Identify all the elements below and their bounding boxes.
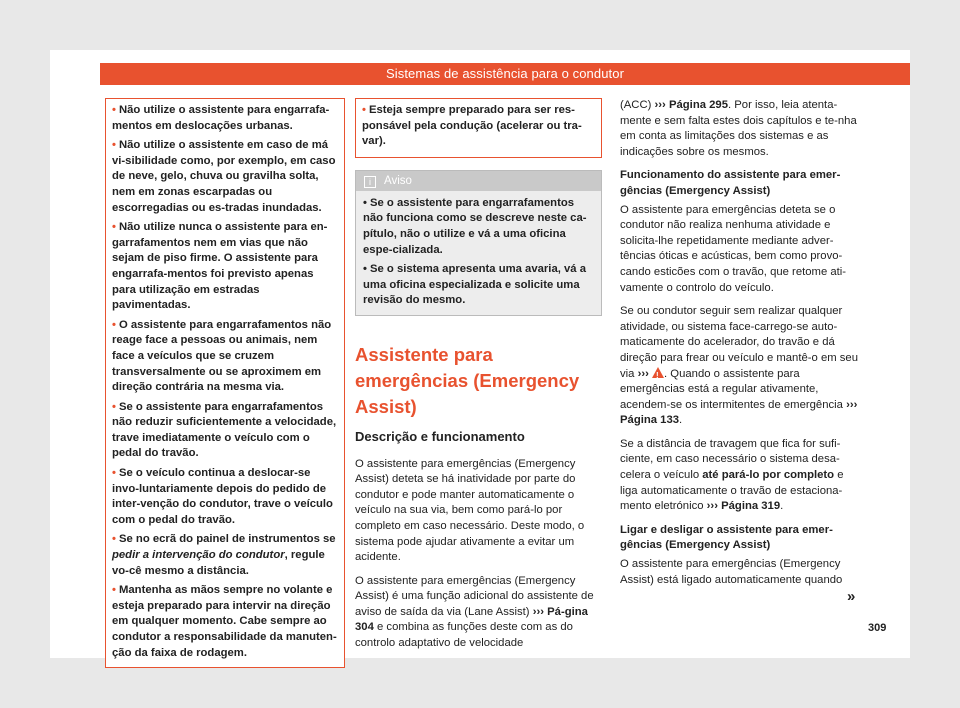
bullet-icon: • bbox=[112, 139, 116, 152]
warning-box bbox=[105, 98, 345, 668]
subsection-title: Ligar e desligar o assistente para emer-gências (Emergency Assist) bbox=[620, 523, 833, 552]
column-left bbox=[105, 98, 345, 668]
paragraph: (ACC) ››› Página 295. Por isso, leia atenta-mente e sem falta estes dois capítulos e te-nha em conta as limitações dos sistemas e as indicações sobre os mesmos. bbox=[620, 99, 857, 158]
page bbox=[50, 50, 910, 658]
bullet-icon: • bbox=[112, 584, 116, 597]
bullet-icon: • bbox=[363, 196, 367, 209]
list-item: • Não utilize nunca o assistente para en-garrafamentos nem em vias que não sejam de piso firme. O assistente para engarrafa-mentos foi previsto apenas para utilização em estradas pavimentadas. bbox=[112, 221, 328, 312]
list-item: • Não utilize o assistente para engarrafa-mentos em deslocações urbanas. bbox=[112, 104, 330, 132]
warning-triangle-icon bbox=[652, 367, 664, 378]
page-reference-link[interactable]: ››› bbox=[637, 367, 649, 380]
warning-box-continued bbox=[355, 98, 602, 158]
list-item: • O assistente para engarrafamentos não reage face a pessoas ou animais, nem face a veículos que se cruzem transversalmente ou se aproximem em direção contrária na mesma via. bbox=[112, 318, 332, 394]
paragraph: O assistente para emergências (Emergency Assist) está ligado automaticamente quando bbox=[620, 558, 843, 586]
section-title: Assistente para emergências (Emergency Assist) bbox=[355, 343, 580, 417]
page-reference-link[interactable]: ››› Pá-gina 304 bbox=[355, 605, 588, 634]
bullet-icon: • bbox=[112, 400, 116, 413]
continue-arrow-icon: » bbox=[847, 588, 856, 605]
page-reference-link[interactable]: ››› Página 133 bbox=[620, 398, 858, 427]
paragraph: O assistente para emergências deteta se o condutor não realiza nenhuma atividade e solicita-lhe repetidamente mediante adver-tências óticas e acústicas, bem como provo-cando esticões com o travão, que retome ati-vamente o controlo do veículo. bbox=[620, 203, 847, 294]
section-header: Sistemas de assistência para o condutor bbox=[100, 63, 910, 85]
list-item: • Mantenha as mãos sempre no volante e esteja preparado para intervir na direção em qualquer momento. Cabe sempre ao condutor a responsabilidade da manuten-ção da faixa de rodagem. bbox=[112, 584, 337, 659]
subsection-title: Descrição e funcionamento bbox=[355, 428, 525, 444]
paragraph: O assistente para emergências (Emergency Assist) é uma função adicional do assistente de aviso de saída da via (Lane Assist) ››› Pá-gina 304 e combina as funções deste com as do controlo adaptativo de velocidade bbox=[355, 574, 594, 650]
list-item: • Se no ecrã do painel de instrumentos se pedir a intervenção do condutor, regule vo-cê mesmo a distância. bbox=[112, 533, 336, 577]
paragraph: O assistente para emergências (Emergency Assist) deteta se há inatividade por parte do condutor e pode manter automaticamente o veículo na sua via, bem como pará-lo por completo em caso necessário. Deste modo, o sistema pode ajudar ativamente a evitar um acidente. bbox=[355, 457, 585, 564]
bullet-icon: • bbox=[112, 221, 116, 234]
bullet-icon: • bbox=[112, 104, 116, 116]
page-reference-link[interactable]: ››› Página 319 bbox=[706, 500, 781, 513]
column-right bbox=[620, 98, 860, 596]
column-middle bbox=[355, 98, 602, 660]
notice-box bbox=[355, 170, 602, 316]
page-number: 309 bbox=[868, 622, 887, 634]
bullet-icon: • bbox=[112, 467, 116, 480]
paragraph: Se ou condutor seguir sem realizar qualquer atividade, ou sistema face-carrego-se auto-maticamente do acelerador, do travão e dá direção para frear ou veículo e mantê-o em seu via ››› ! . Quando o assistente para emergências está a regular ativamente, acendem-se os intermitentes de emergência ››› Página 133. bbox=[620, 304, 860, 429]
notice-body bbox=[356, 191, 601, 315]
list-item: • Se o assistente para engarrafamentos não reduzir suficientemente a velocidade, trave imediatamente o veículo com o pedal do travão. bbox=[112, 400, 337, 460]
list-item: • Se o assistente para engarrafamentos não funciona como se descreve neste ca-pítulo, não o utilize e vá a uma oficina espe-cializada. bbox=[363, 196, 587, 256]
page-reference-link[interactable]: ››› Página 295 bbox=[654, 99, 728, 111]
bullet-icon: • bbox=[112, 318, 116, 331]
bullet-icon: • bbox=[363, 263, 367, 276]
subsection-title: Funcionamento do assistente para emer-gências (Emergency Assist) bbox=[620, 169, 841, 197]
notice-header: i Aviso bbox=[356, 171, 601, 191]
list-item: • Se o veículo continua a deslocar-se invo-luntariamente depois do pedido de inter-venção do condutor, trave o veículo com o pedal do travão. bbox=[112, 467, 333, 526]
list-item: • Se o sistema apresenta uma avaria, vá a uma oficina especializada e solicite uma revisão do mesmo. bbox=[363, 263, 586, 307]
paragraph: Se a distância de travagem que fica for sufi-ciente, em caso necessário o sistema desa-celera o veículo até pará-lo por completo e liga automaticamente o travão de estaciona-mento eletrónico ››› Página 319. bbox=[620, 437, 844, 513]
list-item: • Esteja sempre preparado para ser res-ponsável pela condução (acelerar ou tra-var). bbox=[362, 104, 582, 148]
list-item: • Não utilize o assistente em caso de má vi-sibilidade como, por exemplo, em caso de neve, gelo, chuva ou gravilha solta, nem em zonas escarpadas ou escorregadias ou es-tradas inundadas. bbox=[112, 139, 336, 214]
info-icon: i bbox=[364, 176, 376, 188]
bullet-icon: • bbox=[362, 104, 366, 116]
bullet-icon: • bbox=[112, 533, 116, 546]
